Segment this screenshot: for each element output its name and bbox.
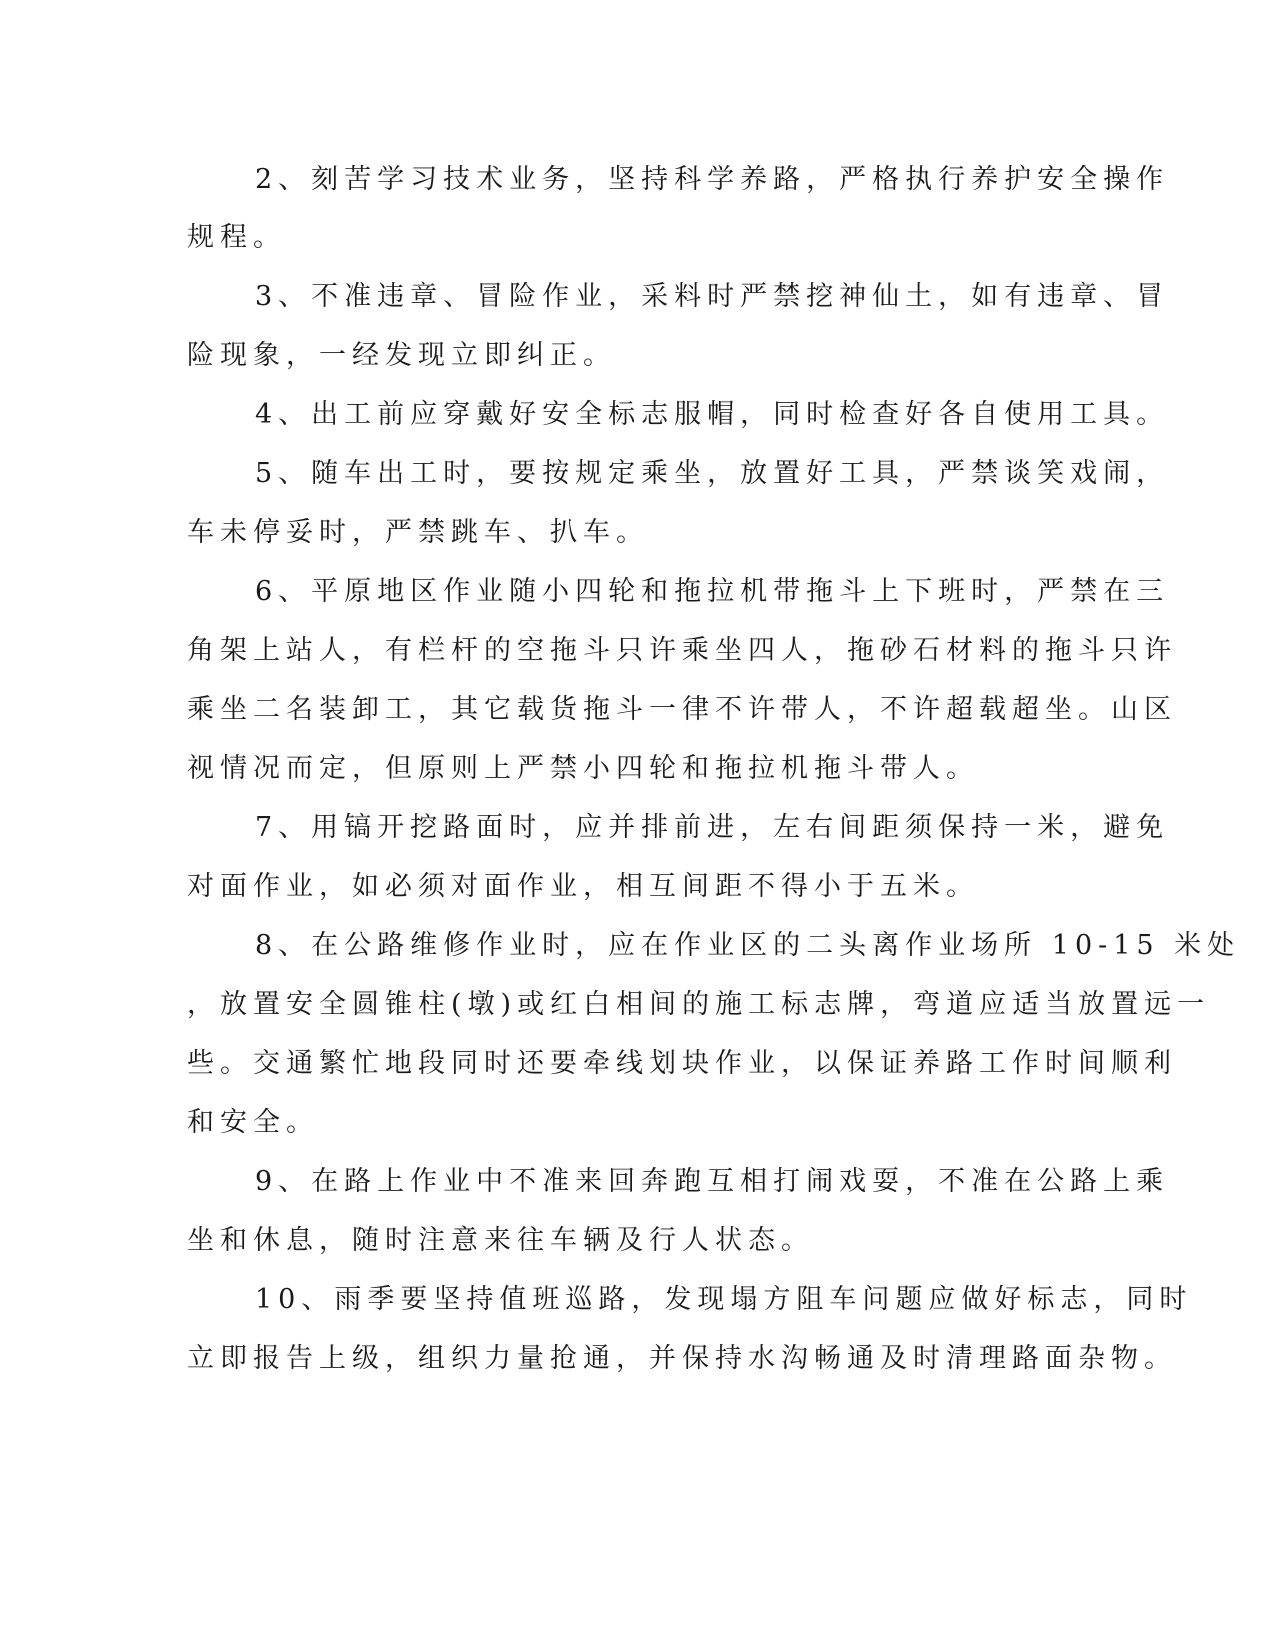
paragraph-6-line-3: 乘坐二名装卸工，其它载货拖斗一律不许带人，不许超载超坐。山区 bbox=[187, 694, 1177, 725]
paragraph-4-line-1: 4、出工前应穿戴好安全标志服帽，同时检查好各自使用工具。 bbox=[255, 399, 1170, 430]
paragraph-2-line-2: 规程。 bbox=[187, 222, 286, 253]
paragraph-8-line-1: 8、在公路维修作业时，应在作业区的二头离作业场所 10-15 米处 bbox=[255, 930, 1241, 961]
paragraph-10-line-1: 10、雨季要坚持值班巡路，发现塌方阻车问题应做好标志，同时 bbox=[255, 1284, 1193, 1315]
paragraph-9-line-2: 坐和休息，随时注意来往车辆及行人状态。 bbox=[187, 1225, 814, 1256]
paragraph-8-line-2: ，放置安全圆锥柱(墩)或红白相间的施工标志牌，弯道应适当放置远一 bbox=[187, 989, 1211, 1020]
paragraph-2-line-1: 2、刻苦学习技术业务，坚持科学养路，严格执行养护安全操作 bbox=[255, 164, 1170, 195]
paragraph-5-line-2: 车未停妥时，严禁跳车、扒车。 bbox=[187, 517, 649, 548]
paragraph-6-line-4: 视情况而定，但原则上严禁小四轮和拖拉机拖斗带人。 bbox=[187, 753, 979, 784]
paragraph-7-line-2: 对面作业，如必须对面作业，相互间距不得小于五米。 bbox=[187, 871, 979, 902]
paragraph-7-line-1: 7、用镐开挖路面时，应并排前进，左右间距须保持一米，避免 bbox=[255, 812, 1170, 843]
paragraph-6-line-2: 角架上站人，有栏杆的空拖斗只许乘坐四人，拖砂石材料的拖斗只许 bbox=[187, 635, 1177, 666]
paragraph-5-line-1: 5、随车出工时，要按规定乘坐，放置好工具，严禁谈笑戏闹， bbox=[255, 458, 1170, 489]
paragraph-6-line-1: 6、平原地区作业随小四轮和拖拉机带拖斗上下班时，严禁在三 bbox=[255, 576, 1170, 607]
paragraph-3-line-2: 险现象，一经发现立即纠正。 bbox=[187, 340, 616, 371]
paragraph-3-line-1: 3、不准违章、冒险作业，采料时严禁挖神仙土，如有违章、冒 bbox=[255, 281, 1170, 312]
paragraph-10-line-2: 立即报告上级，组织力量抢通，并保持水沟畅通及时清理路面杂物。 bbox=[187, 1343, 1177, 1374]
paragraph-8-line-4: 和安全。 bbox=[187, 1107, 319, 1138]
paragraph-8-line-3: 些。交通繁忙地段同时还要牵线划块作业，以保证养路工作时间顺利 bbox=[187, 1048, 1177, 1079]
paragraph-9-line-1: 9、在路上作业中不准来回奔跑互相打闹戏耍，不准在公路上乘 bbox=[255, 1166, 1170, 1197]
